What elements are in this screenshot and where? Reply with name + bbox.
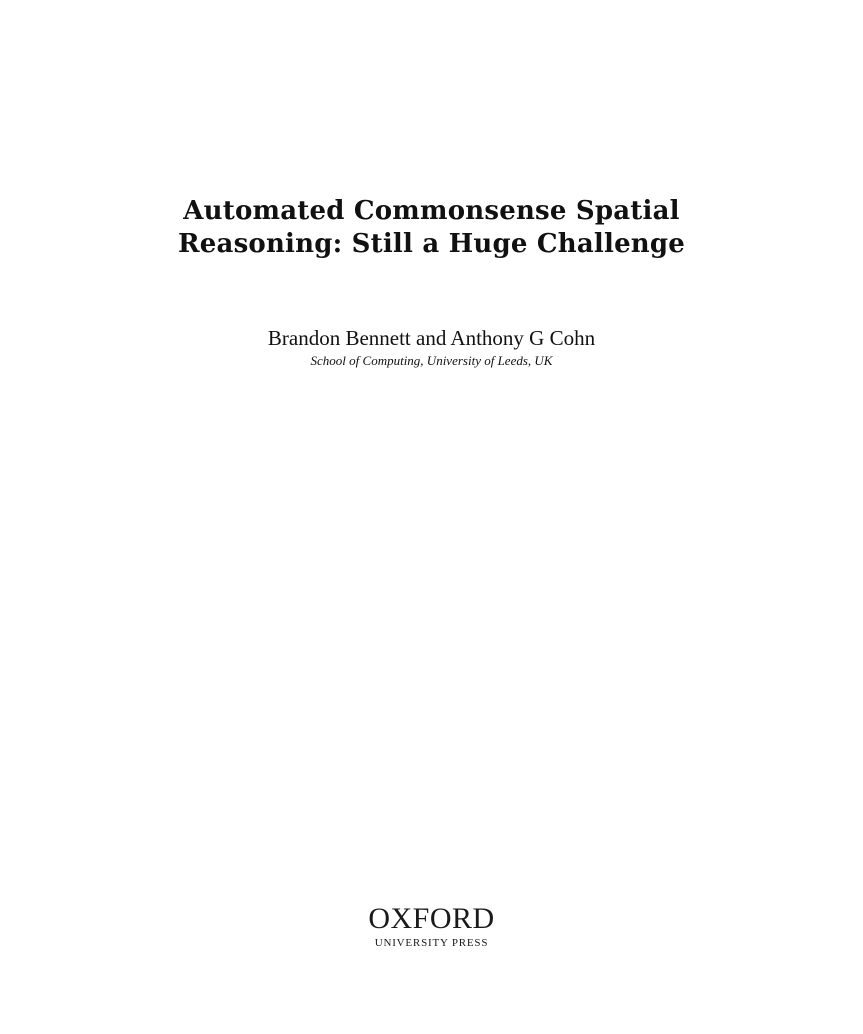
publisher-name: OXFORD [368, 902, 495, 935]
author-list: Brandon Bennett and Anthony G Cohn [267, 326, 596, 350]
title-line-1: Automated Commonsense Spatial [183, 196, 680, 226]
paper-title [0, 195, 863, 261]
publisher-logo [0, 902, 863, 950]
publisher-subtitle: UNIVERSITY PRESS [374, 937, 489, 949]
title-line-2: Reasoning: Still a Huge Challenge [177, 229, 686, 259]
author-affiliation: School of Computing, University of Leeds, UK [310, 353, 553, 368]
